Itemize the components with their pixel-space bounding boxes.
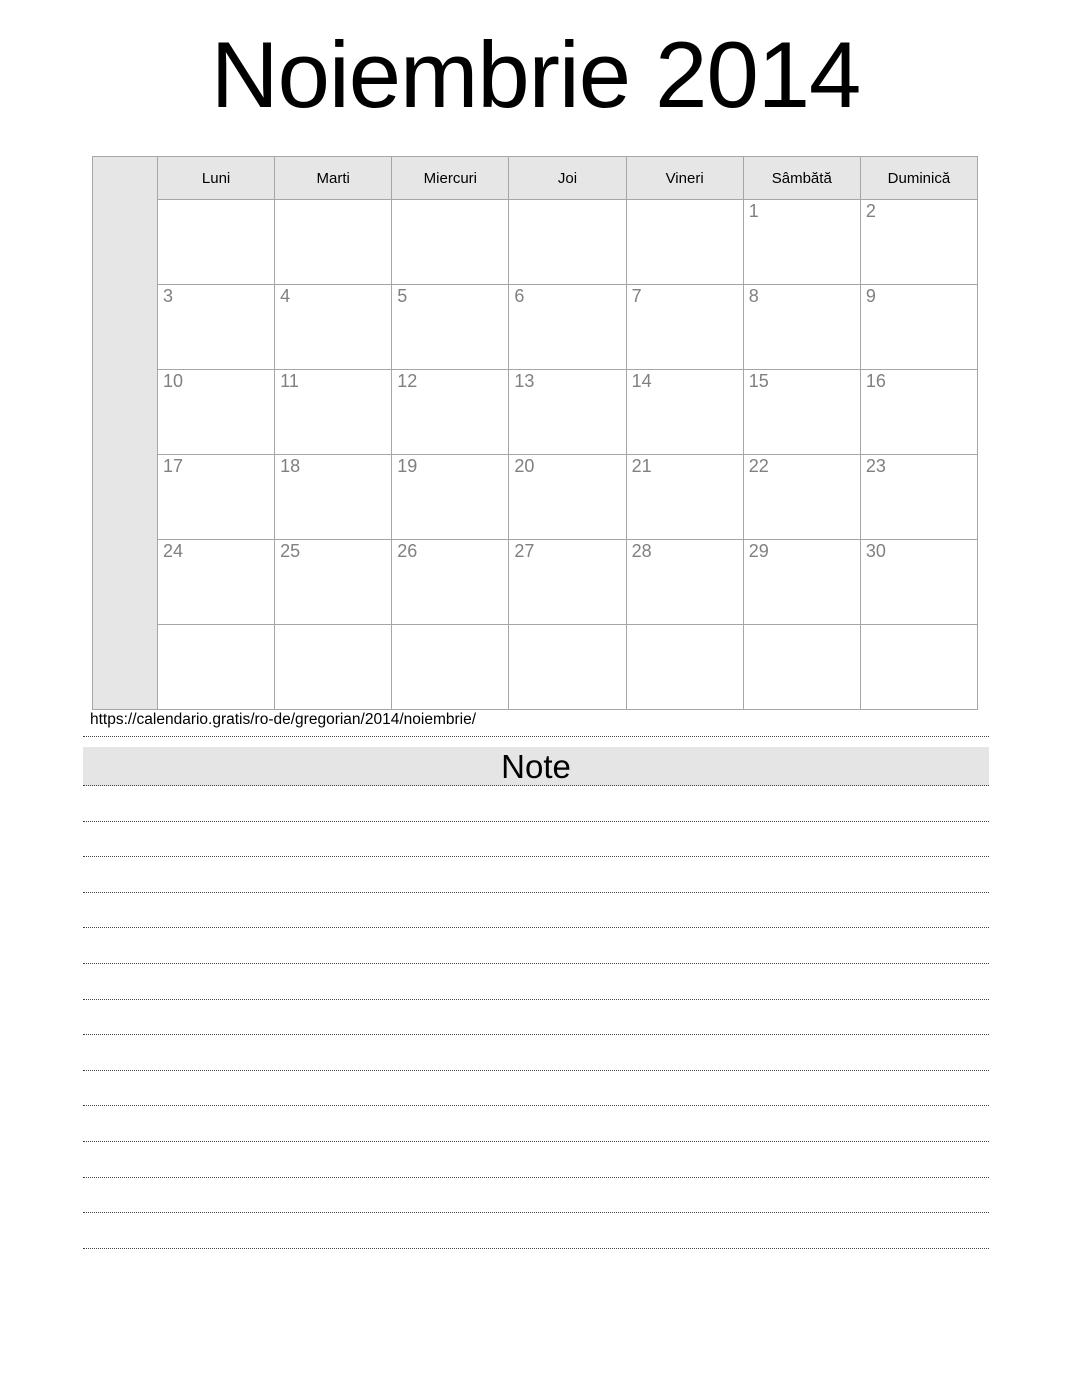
side-column <box>93 157 158 710</box>
day-cell-22: 22 <box>743 455 860 540</box>
week-row <box>93 285 978 370</box>
day-header: Sâmbătă <box>743 157 860 200</box>
day-cell-12: 12 <box>392 370 509 455</box>
notes-top-rule <box>83 736 989 737</box>
day-cell-empty <box>275 625 392 710</box>
day-cell-19: 19 <box>392 455 509 540</box>
day-cell-16: 16 <box>860 370 977 455</box>
note-line <box>83 1035 989 1071</box>
day-cell-2: 2 <box>860 200 977 285</box>
note-line <box>83 822 989 858</box>
day-cell-27: 27 <box>509 540 626 625</box>
week-row <box>93 370 978 455</box>
day-header: Joi <box>509 157 626 200</box>
week-row <box>93 200 978 285</box>
day-header: Duminică <box>860 157 977 200</box>
day-cell-empty <box>743 625 860 710</box>
page-title: Noiembrie 2014 <box>210 22 861 127</box>
calendar-table <box>92 156 978 710</box>
day-header: Miercuri <box>392 157 509 200</box>
week-row <box>93 540 978 625</box>
day-cell-empty <box>392 625 509 710</box>
note-line <box>83 786 989 822</box>
day-cell-28: 28 <box>626 540 743 625</box>
day-cell-17: 17 <box>158 455 275 540</box>
note-line <box>83 1071 989 1107</box>
day-cell-5: 5 <box>392 285 509 370</box>
note-line <box>83 1213 989 1249</box>
day-cell-empty <box>626 625 743 710</box>
note-line <box>83 964 989 1000</box>
day-cell-20: 20 <box>509 455 626 540</box>
day-cell-21: 21 <box>626 455 743 540</box>
day-cell-empty <box>158 625 275 710</box>
day-cell-14: 14 <box>626 370 743 455</box>
day-cell-empty <box>392 200 509 285</box>
day-cell-25: 25 <box>275 540 392 625</box>
day-cell-24: 24 <box>158 540 275 625</box>
day-cell-6: 6 <box>509 285 626 370</box>
notes-header-bar <box>83 747 989 786</box>
day-cell-7: 7 <box>626 285 743 370</box>
day-cell-8: 8 <box>743 285 860 370</box>
day-cell-30: 30 <box>860 540 977 625</box>
day-cell-29: 29 <box>743 540 860 625</box>
day-cell-empty <box>509 625 626 710</box>
day-cell-13: 13 <box>509 370 626 455</box>
note-line <box>83 1142 989 1178</box>
notes-section <box>83 736 989 1249</box>
notes-lines <box>83 786 989 1249</box>
note-line <box>83 857 989 893</box>
day-cell-empty <box>158 200 275 285</box>
note-line <box>83 1106 989 1142</box>
day-cell-empty <box>860 625 977 710</box>
day-cell-10: 10 <box>158 370 275 455</box>
day-cell-3: 3 <box>158 285 275 370</box>
day-header: Vineri <box>626 157 743 200</box>
source-url: https://calendario.gratis/ro-de/gregorian/2014/noiembrie/ <box>90 711 477 728</box>
day-cell-26: 26 <box>392 540 509 625</box>
day-header: Luni <box>158 157 275 200</box>
note-line <box>83 928 989 964</box>
note-line <box>83 893 989 929</box>
day-header: Marti <box>275 157 392 200</box>
day-cell-18: 18 <box>275 455 392 540</box>
day-cell-empty <box>275 200 392 285</box>
day-cell-1: 1 <box>743 200 860 285</box>
note-line <box>83 1000 989 1036</box>
notes-title: Note <box>501 748 571 785</box>
week-row <box>93 625 978 710</box>
day-cell-11: 11 <box>275 370 392 455</box>
day-cell-empty <box>626 200 743 285</box>
day-cell-4: 4 <box>275 285 392 370</box>
note-line <box>83 1178 989 1214</box>
day-cell-15: 15 <box>743 370 860 455</box>
day-cell-empty <box>509 200 626 285</box>
day-cell-9: 9 <box>860 285 977 370</box>
day-cell-23: 23 <box>860 455 977 540</box>
week-row <box>93 455 978 540</box>
